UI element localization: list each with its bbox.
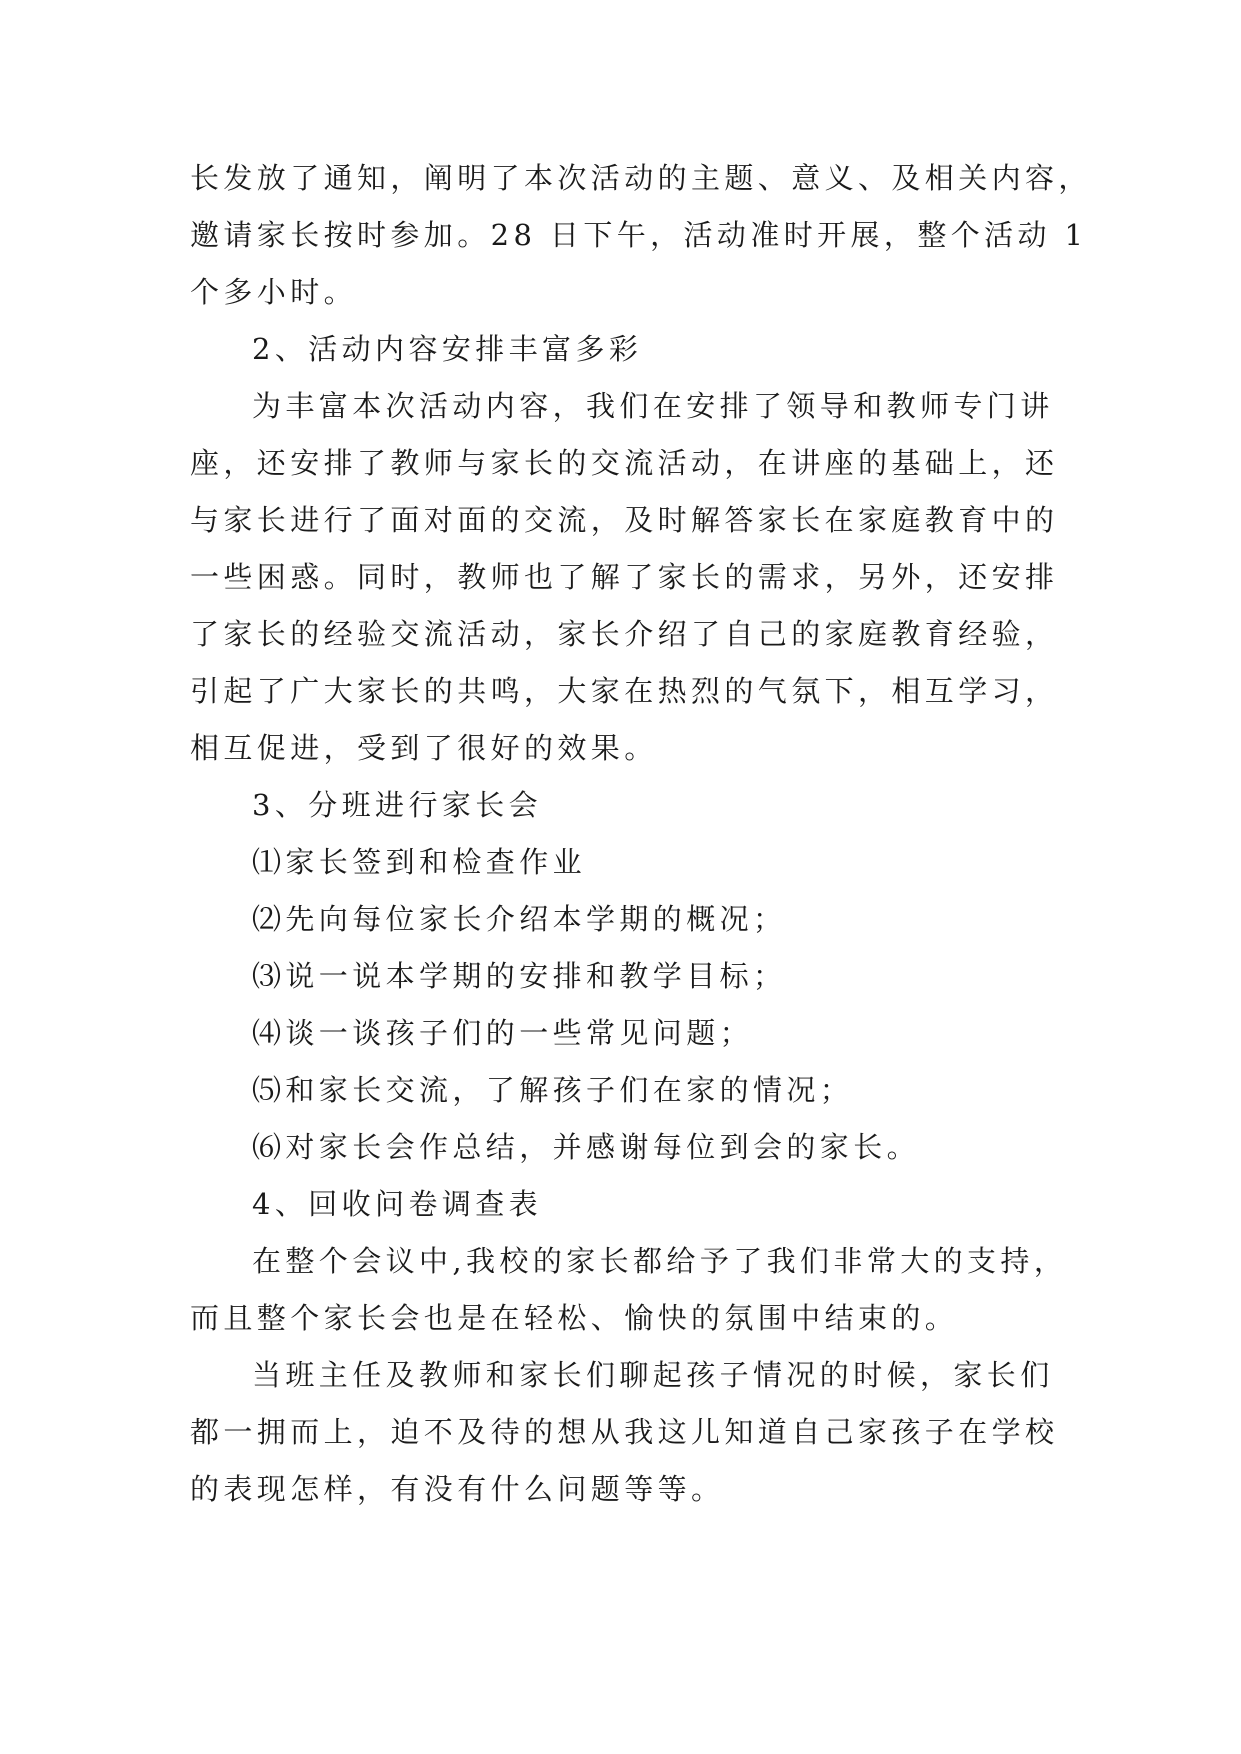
text-line: 都一拥而上，迫不及待的想从我这儿知道自己家孩子在学校 — [190, 1415, 1059, 1449]
section-heading: 2、活动内容安排丰富多彩 — [252, 332, 643, 366]
list-item: ⑵先向每位家长介绍本学期的概况； — [252, 902, 787, 936]
list-item: ⑸和家长交流，了解孩子们在家的情况； — [252, 1073, 854, 1107]
text-line: 在整个会议中,我校的家长都给予了我们非常大的支持， — [252, 1244, 1068, 1278]
list-item: ⑶说一说本学期的安排和教学目标； — [252, 959, 787, 993]
text-line: 当班主任及教师和家长们聊起孩子情况的时候，家长们 — [252, 1358, 1054, 1392]
text-line: 而且整个家长会也是在轻松、愉快的氛围中结束的。 — [190, 1301, 959, 1335]
text-line: 与家长进行了面对面的交流，及时解答家长在家庭教育中的 — [190, 503, 1059, 537]
text-line: 一些困惑。同时，教师也了解了家长的需求，另外，还安排 — [190, 560, 1059, 594]
text-line: 个多小时。 — [190, 275, 358, 309]
section-heading: 3、分班进行家长会 — [252, 788, 543, 822]
list-item: ⑹对家长会作总结，并感谢每位到会的家长。 — [252, 1130, 921, 1164]
list-item: ⑴家长签到和检查作业 — [252, 845, 587, 879]
text-line: 长发放了通知，阐明了本次活动的主题、意义、及相关内容， — [190, 161, 1092, 195]
text-line: 邀请家长按时参加。28 日下午，活动准时开展，整个活动 1 — [190, 218, 1088, 252]
text-line: 座，还安排了教师与家长的交流活动，在讲座的基础上，还 — [190, 446, 1059, 480]
text-line: 了家长的经验交流活动，家长介绍了自己的家庭教育经验， — [190, 617, 1059, 651]
list-item: ⑷谈一谈孩子们的一些常见问题； — [252, 1016, 754, 1050]
text-line: 相互促进，受到了很好的效果。 — [190, 731, 658, 765]
section-heading: 4、回收问卷调查表 — [252, 1187, 543, 1221]
text-line: 的表现怎样，有没有什么问题等等。 — [190, 1472, 725, 1506]
text-line: 为丰富本次活动内容，我们在安排了领导和教师专门讲 — [252, 389, 1054, 423]
text-line: 引起了广大家长的共鸣，大家在热烈的气氛下，相互学习， — [190, 674, 1059, 708]
